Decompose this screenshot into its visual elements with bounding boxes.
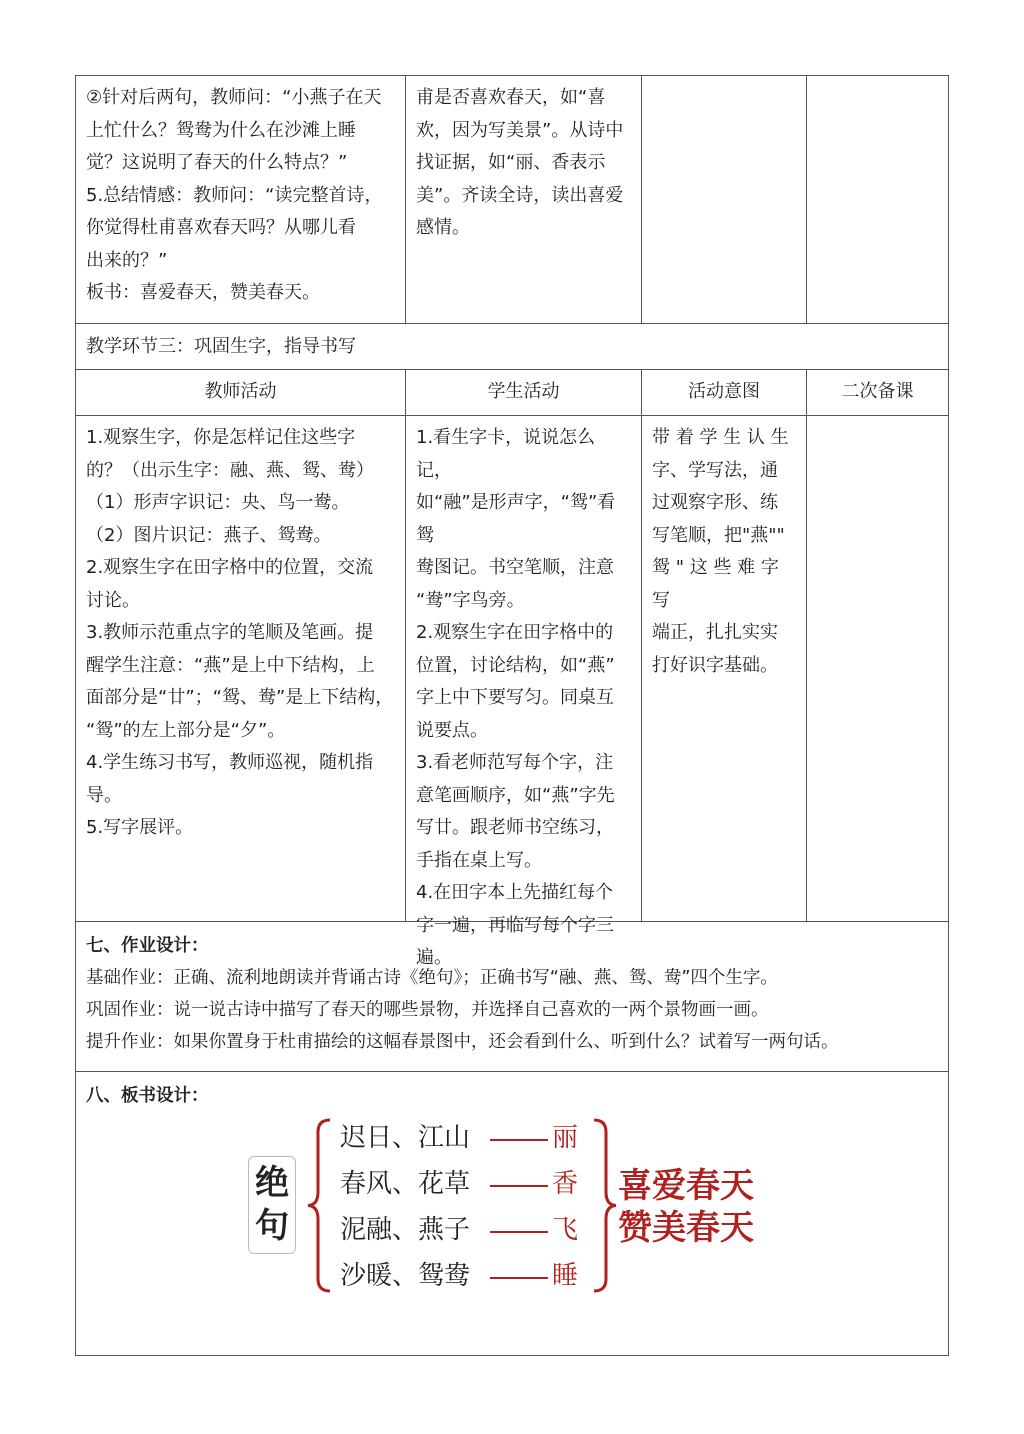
text-line: 欢，因为写美景”。从诗中 bbox=[416, 119, 624, 141]
text-line: 鸯图记。书空笔顺，注意 bbox=[416, 557, 614, 578]
board-row-words: 沙暖、鸳鸯 bbox=[340, 1261, 471, 1291]
board-row-key: 飞 bbox=[552, 1215, 579, 1245]
text-line: 说要点。 bbox=[416, 719, 488, 741]
text-line: 鸳 " 这 些 难 字 写 bbox=[652, 557, 779, 611]
text-line: 2.观察生字在田字格中的 bbox=[416, 622, 614, 643]
text-line: 意笔画顺序，如“燕”字先 bbox=[416, 784, 615, 806]
text-line: 3.看老师范写每个字，注 bbox=[416, 752, 614, 773]
section3-student-cell bbox=[406, 422, 641, 975]
text-line: 遍。 bbox=[416, 947, 452, 968]
text-line: 1.观察生字，你是怎样记住这些字 bbox=[86, 427, 356, 448]
text-line: 1.看生字卡，说说怎么记， bbox=[416, 427, 596, 481]
text-line: 5.写字展评。 bbox=[86, 817, 194, 838]
left-brace-icon bbox=[306, 1118, 336, 1293]
board-row-key: 香 bbox=[552, 1169, 579, 1199]
grid-line bbox=[806, 369, 807, 921]
text-line: “鸯”字鸟旁。 bbox=[416, 589, 525, 611]
text-line: 美”。齐读全诗，读出喜爱 bbox=[416, 184, 624, 206]
text-line: 字上中下要写匀。同桌互 bbox=[416, 687, 614, 708]
right-brace-icon bbox=[588, 1118, 618, 1293]
text-line: 醒学生注意：“燕”是上中下结构，上 bbox=[86, 654, 375, 676]
board-row-dash bbox=[490, 1231, 548, 1233]
grid-line bbox=[75, 415, 949, 416]
text-line: 手指在桌上写。 bbox=[416, 849, 542, 871]
header-teacher: 教师活动 bbox=[204, 381, 277, 402]
section3-teacher-cell bbox=[76, 422, 405, 845]
top-student-cell bbox=[406, 82, 641, 245]
text-line: 写廿。跟老师书空练习， bbox=[416, 817, 614, 838]
text-line: 你觉得杜甫喜欢春天吗？从哪儿看 bbox=[86, 217, 356, 238]
top-teacher-cell bbox=[76, 82, 405, 310]
text-line: 上忙什么？鸳鸯为什么在沙滩上睡 bbox=[86, 119, 356, 141]
grid-line bbox=[75, 75, 949, 76]
poem-title-char: 绝 bbox=[255, 1163, 289, 1203]
grid-line bbox=[641, 75, 642, 323]
board-row-key: 睡 bbox=[552, 1261, 579, 1291]
board-summary: 喜爱春天 bbox=[618, 1166, 754, 1206]
board-row-key: 丽 bbox=[552, 1123, 579, 1153]
text-line: 如“融”是形声字，“鸳”看鸳 bbox=[416, 492, 616, 546]
board-row-dash bbox=[490, 1185, 548, 1187]
text-line: 觉？这说明了春天的什么特点？” bbox=[86, 152, 348, 173]
text-line: 甫是否喜欢春天，如“喜 bbox=[416, 87, 606, 108]
text-line: 面部分是“廿”；“鸳、鸯”是上下结构， bbox=[86, 687, 394, 708]
text-line: 字、学写法，通 bbox=[652, 459, 778, 481]
text-line: （2）图片识记：燕子、鸳鸯。 bbox=[86, 524, 332, 546]
text-line: 字一遍，再临写每个字三 bbox=[416, 914, 614, 936]
homework-title: 七、作业设计： bbox=[86, 936, 209, 956]
text-line: 的？（出示生字：融、燕、鸳、鸯） bbox=[86, 459, 374, 481]
text-line: “鸳”的左上部分是“夕”。 bbox=[86, 719, 286, 741]
header-intent: 活动意图 bbox=[688, 381, 760, 402]
text-line: 出来的？” bbox=[86, 249, 168, 271]
text-line: 打好识字基础。 bbox=[652, 654, 778, 676]
text-line: 感情。 bbox=[416, 217, 470, 238]
section3-title: 教学环节三：巩固生字，指导书写 bbox=[86, 336, 356, 357]
board-row-words: 春风、花草 bbox=[340, 1169, 471, 1199]
text-line: 4.在田字本上先描红每个 bbox=[416, 882, 614, 903]
header-student: 学生活动 bbox=[487, 381, 560, 402]
text-line: 位置，讨论结构，如“燕” bbox=[416, 654, 615, 676]
homework-line: 提升作业：如果你置身于杜甫描绘的这幅春景图中，还会看到什么、听到什么？试着写一两句话。 bbox=[86, 1032, 839, 1052]
grid-line bbox=[948, 75, 949, 1356]
homework-line: 基础作业：正确、流利地朗读并背诵古诗《绝句》；正确书写“融、燕、鸳、鸯”四个生字。 bbox=[86, 968, 778, 988]
text-line: ②针对后两句，教师问：“小燕子在天 bbox=[86, 87, 382, 108]
text-line: 4.学生练习书写，教师巡视，随机指 bbox=[86, 752, 374, 773]
text-line: （1）形声字识记：央、鸟一鸯。 bbox=[86, 492, 350, 513]
text-line: 带 着 学 生 认 生 bbox=[652, 427, 789, 448]
board-row-dash bbox=[490, 1277, 548, 1279]
homework-line: 巩固作业：说一说古诗中描写了春天的哪些景物，并选择自己喜欢的一两个景物画一画。 bbox=[86, 1000, 769, 1020]
text-line: 讨论。 bbox=[86, 589, 140, 611]
text-line: 写笔顺，把"燕"" bbox=[652, 524, 785, 546]
grid-line bbox=[806, 75, 807, 323]
board-summary: 赞美春天 bbox=[618, 1208, 754, 1248]
text-line: 5.总结情感：教师问：“读完整首诗， bbox=[86, 184, 383, 206]
text-line: 2.观察生字在田字格中的位置，交流 bbox=[86, 557, 374, 578]
text-line: 3.教师示范重点字的笔顺及笔画。提 bbox=[86, 622, 374, 643]
board-row-words: 泥融、燕子 bbox=[340, 1215, 471, 1245]
text-line: 端正，扎扎实实 bbox=[652, 622, 778, 643]
grid-line bbox=[75, 1355, 949, 1356]
section3-intent-cell bbox=[642, 422, 806, 682]
board-title: 八、板书设计： bbox=[86, 1086, 209, 1106]
grid-line bbox=[75, 1071, 949, 1072]
text-line: 过观察字形、练 bbox=[652, 492, 778, 513]
header-secondary: 二次备课 bbox=[841, 381, 914, 402]
text-line: 找证据，如“丽、香表示 bbox=[416, 152, 606, 173]
text-line: 板书：喜爱春天，赞美春天。 bbox=[86, 282, 320, 303]
homework-section bbox=[86, 930, 946, 1058]
board-row-words: 迟日、江山 bbox=[340, 1123, 471, 1153]
board-row-dash bbox=[490, 1139, 548, 1141]
poem-title-char: 句 bbox=[255, 1206, 289, 1246]
text-line: 导。 bbox=[86, 784, 122, 806]
